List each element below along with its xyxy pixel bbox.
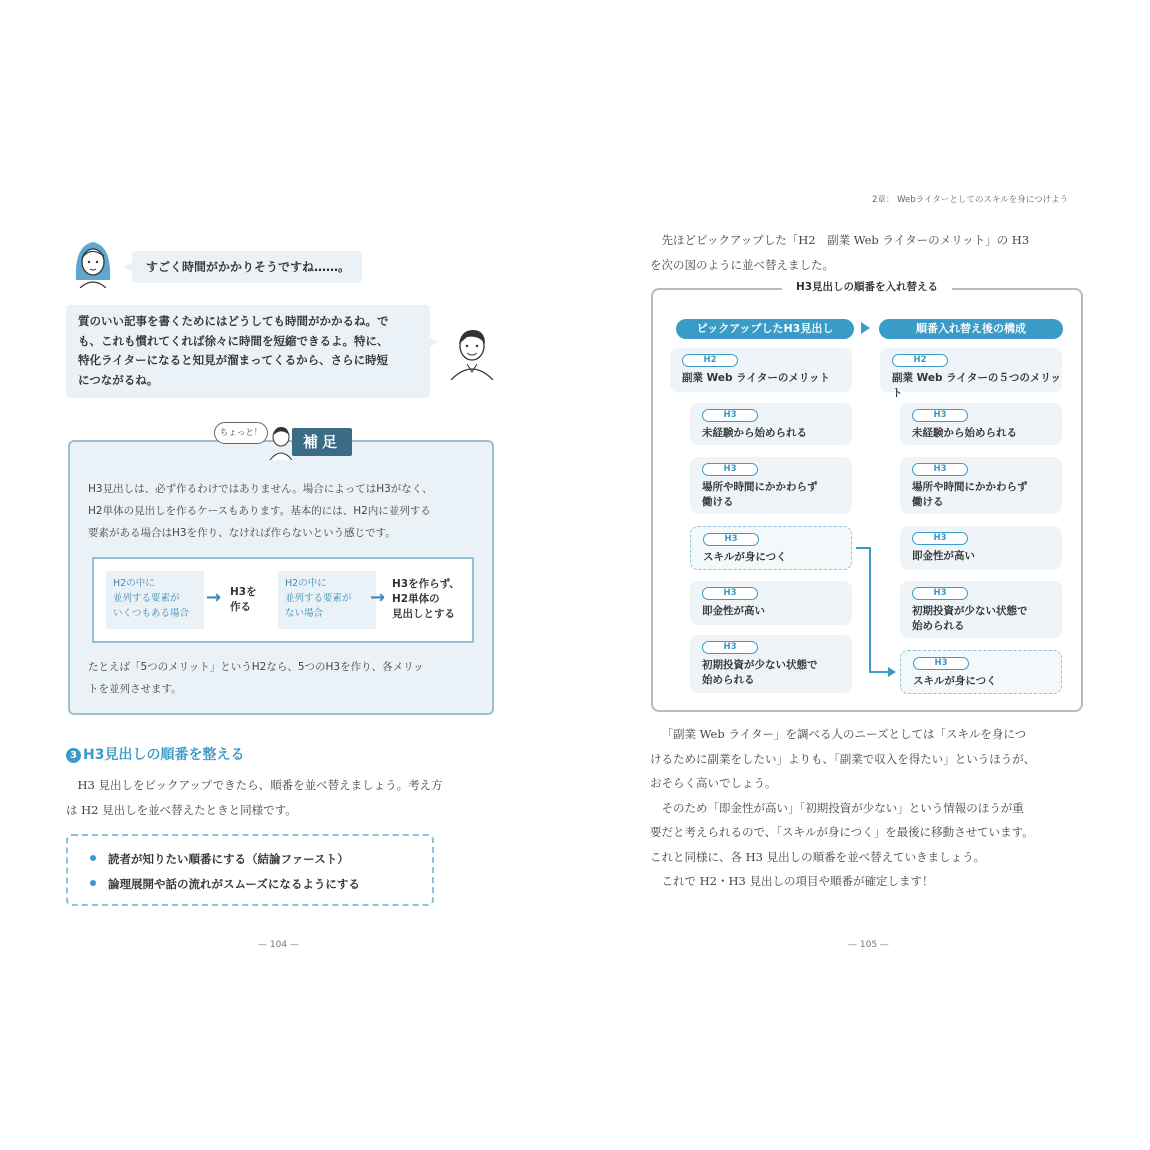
- body-line: これと同様に、各 H3 見出しの順番を並べ替えていきましょう。: [650, 849, 986, 864]
- card-h3-left-2: [690, 457, 852, 514]
- body-line: おそらく高いでしょう。: [650, 776, 777, 790]
- right-body-text: [650, 722, 1086, 894]
- chotto-badge: ちょっと！: [214, 422, 268, 444]
- note-line: たとえば「5つのメリット」というH2なら、5つのH3を作り、各メリッ: [88, 661, 424, 673]
- condition-no-parallel: [278, 571, 376, 629]
- card-line: 始められる: [912, 620, 965, 632]
- result-line: H2単体の: [392, 593, 440, 605]
- note-line: H2単体の見出しを作るケースもあります。基本的には、H2内に並列する: [88, 505, 431, 517]
- body-line: は H2 見出しを並べ替えたときと同様です。: [66, 803, 297, 817]
- right-column-header: 順番入れ替え後の構成: [879, 319, 1063, 339]
- card-line: 副業 Web ライターの５つのメリット: [892, 372, 1061, 399]
- heading-level-tag: H3: [912, 463, 968, 476]
- card-line: 未経験から始められる: [912, 427, 1017, 439]
- card-line: 即金性が高い: [702, 605, 765, 617]
- result-line: H3を作らず、: [392, 578, 460, 590]
- condition-line: 並列する要素が: [113, 593, 180, 604]
- body-line: これで H2・H3 見出しの項目や順番が確定します！: [661, 874, 934, 888]
- condition-line: ない場合: [285, 608, 324, 619]
- note-paragraph: [88, 478, 478, 544]
- result-line: H3を: [230, 586, 257, 598]
- move-arrow-icon: [854, 540, 900, 680]
- question-bubble: すごく時間がかかりそうですね……。: [132, 251, 362, 283]
- card-line: 働ける: [912, 496, 944, 508]
- card-h3-right-5: [900, 650, 1062, 694]
- body-line: けるために副業をしたい」よりも、「副業で収入を得たい」というほうが、: [650, 751, 1036, 766]
- card-line: 初期投資が少ない状態で: [912, 605, 1028, 617]
- condition-line: H2の中に: [113, 578, 155, 589]
- running-head: 2章： Webライターとしてのスキルを身につけよう: [872, 195, 1069, 205]
- heading-level-tag: H3: [912, 587, 968, 600]
- body-line: を次の図のように並べ替えました。: [650, 258, 834, 272]
- card-h3-left-4: [690, 581, 852, 625]
- man-avatar-icon: [443, 322, 501, 380]
- heading-level-tag: H3: [912, 532, 968, 545]
- card-line: 副業 Web ライターのメリット: [682, 372, 830, 384]
- card-h3-right-2: [900, 457, 1062, 514]
- card-text: [702, 426, 807, 441]
- heading-level-tag: H3: [702, 641, 758, 654]
- arrow-right-icon: →: [206, 587, 222, 608]
- body-line: 「副業 Web ライター」を調べる人のニーズとしては「スキルを身につ: [661, 727, 1027, 741]
- right-intro-text: [650, 228, 1086, 278]
- card-text: [703, 550, 787, 565]
- supplement-badge: [214, 420, 354, 464]
- answer-line: 特化ライターになると知見が溜まってくるから、さらに時短: [78, 353, 389, 367]
- list-item-text: 論理展開や話の流れがスムーズになるようにする: [108, 877, 360, 891]
- page-number-right: — 105 —: [848, 940, 889, 950]
- section-number-icon: 3: [66, 748, 81, 763]
- list-item-text: 読者が知りたい順番にする（結論ファースト）: [108, 852, 349, 866]
- card-text: [892, 371, 1062, 401]
- answer-line: 質のいい記事を書くためにはどうしても時間がかかるね。で: [78, 314, 389, 328]
- heading-level-tag: H3: [913, 657, 969, 670]
- answer-line: も、これも慣れてくれば徐々に時間を短縮できるよ。特に、: [78, 333, 389, 348]
- section-title: H3見出しの順番を整える: [83, 747, 245, 763]
- note-line: トを並列させます。: [88, 683, 182, 695]
- note-example: [88, 656, 478, 700]
- card-text: [912, 426, 1017, 441]
- answer-bubble: [66, 305, 430, 398]
- figure-title: H3見出しの順番を入れ替える: [782, 278, 952, 296]
- card-h2-right: [880, 348, 1062, 399]
- result-create-h3: [230, 585, 257, 615]
- bullet-icon: [90, 855, 96, 861]
- body-line: H3 見出しをピックアップできたら、順番を並べ替えましょう。考え方: [77, 778, 443, 792]
- heading-level-tag: H3: [702, 463, 758, 476]
- card-text: [682, 371, 830, 386]
- card-line: 未経験から始められる: [702, 427, 807, 439]
- card-h3-left-5: [690, 635, 852, 693]
- heading-level-tag: H3: [703, 533, 759, 546]
- card-text: [702, 480, 818, 510]
- card-line: スキルが身につく: [913, 675, 997, 687]
- card-text: [702, 604, 765, 619]
- card-line: 始められる: [702, 674, 755, 686]
- column-arrow-icon: [861, 322, 870, 334]
- card-text: [912, 604, 1028, 634]
- heading-level-tag: H2: [682, 354, 738, 367]
- card-h2-left: [670, 348, 852, 392]
- card-line: 場所や時間にかかわらず: [912, 481, 1028, 493]
- card-h3-left-3: [690, 526, 852, 570]
- card-text: [702, 658, 818, 688]
- heading-level-tag: H3: [702, 409, 758, 422]
- supplement-title: 補足: [292, 428, 352, 456]
- card-text: [912, 480, 1028, 510]
- card-line: 初期投資が少ない状態で: [702, 659, 818, 671]
- condition-has-parallel: [106, 571, 204, 629]
- h3-decision-flow: [92, 557, 474, 643]
- bullet-icon: [90, 880, 96, 886]
- result-line: 見出しとする: [392, 608, 455, 620]
- left-body-text: [66, 773, 502, 823]
- heading-level-tag: H3: [912, 409, 968, 422]
- body-line: 要だと考えられるので、「スキルが身につく」を最後に移動させています。: [650, 825, 1034, 839]
- list-item: [90, 847, 432, 872]
- note-line: H3見出しは、必ず作るわけではありません。場合によってはH3がなく、: [88, 483, 433, 495]
- card-line: 場所や時間にかかわらず: [702, 481, 818, 493]
- left-column-header: ピックアップしたH3見出し: [676, 319, 854, 339]
- body-line: そのため「即金性が高い」「初期投資が少ない」という情報のほうが重: [661, 800, 1024, 815]
- card-text: [912, 549, 975, 564]
- card-line: 即金性が高い: [912, 550, 975, 562]
- page-number-left: — 104 —: [258, 940, 299, 950]
- body-line: 先ほどピックアップした「H2 副業 Web ライターのメリット」の H3: [661, 233, 1030, 247]
- card-h3-left-1: [690, 403, 852, 445]
- woman-avatar-icon: [68, 236, 118, 288]
- card-line: スキルが身につく: [703, 551, 787, 563]
- key-points-box: [66, 834, 434, 906]
- heading-level-tag: H3: [702, 587, 758, 600]
- result-line: 作る: [230, 601, 251, 613]
- card-line: 働ける: [702, 496, 734, 508]
- condition-line: 並列する要素が: [285, 593, 352, 604]
- card-h3-right-4: [900, 581, 1062, 638]
- list-item: [90, 872, 432, 897]
- condition-line: H2の中に: [285, 578, 327, 589]
- result-h2-only: [392, 577, 460, 622]
- condition-line: いくつもある場合: [113, 608, 190, 619]
- card-text: [913, 674, 997, 689]
- note-line: 要素がある場合はH3を作り、なければ作らないという感じです。: [88, 527, 396, 539]
- answer-line: につながるね。: [78, 372, 159, 387]
- arrow-right-icon: →: [370, 587, 386, 608]
- card-h3-right-1: [900, 403, 1062, 445]
- card-h3-right-3: [900, 526, 1062, 570]
- heading-level-tag: H2: [892, 354, 948, 367]
- section-heading: [66, 744, 244, 764]
